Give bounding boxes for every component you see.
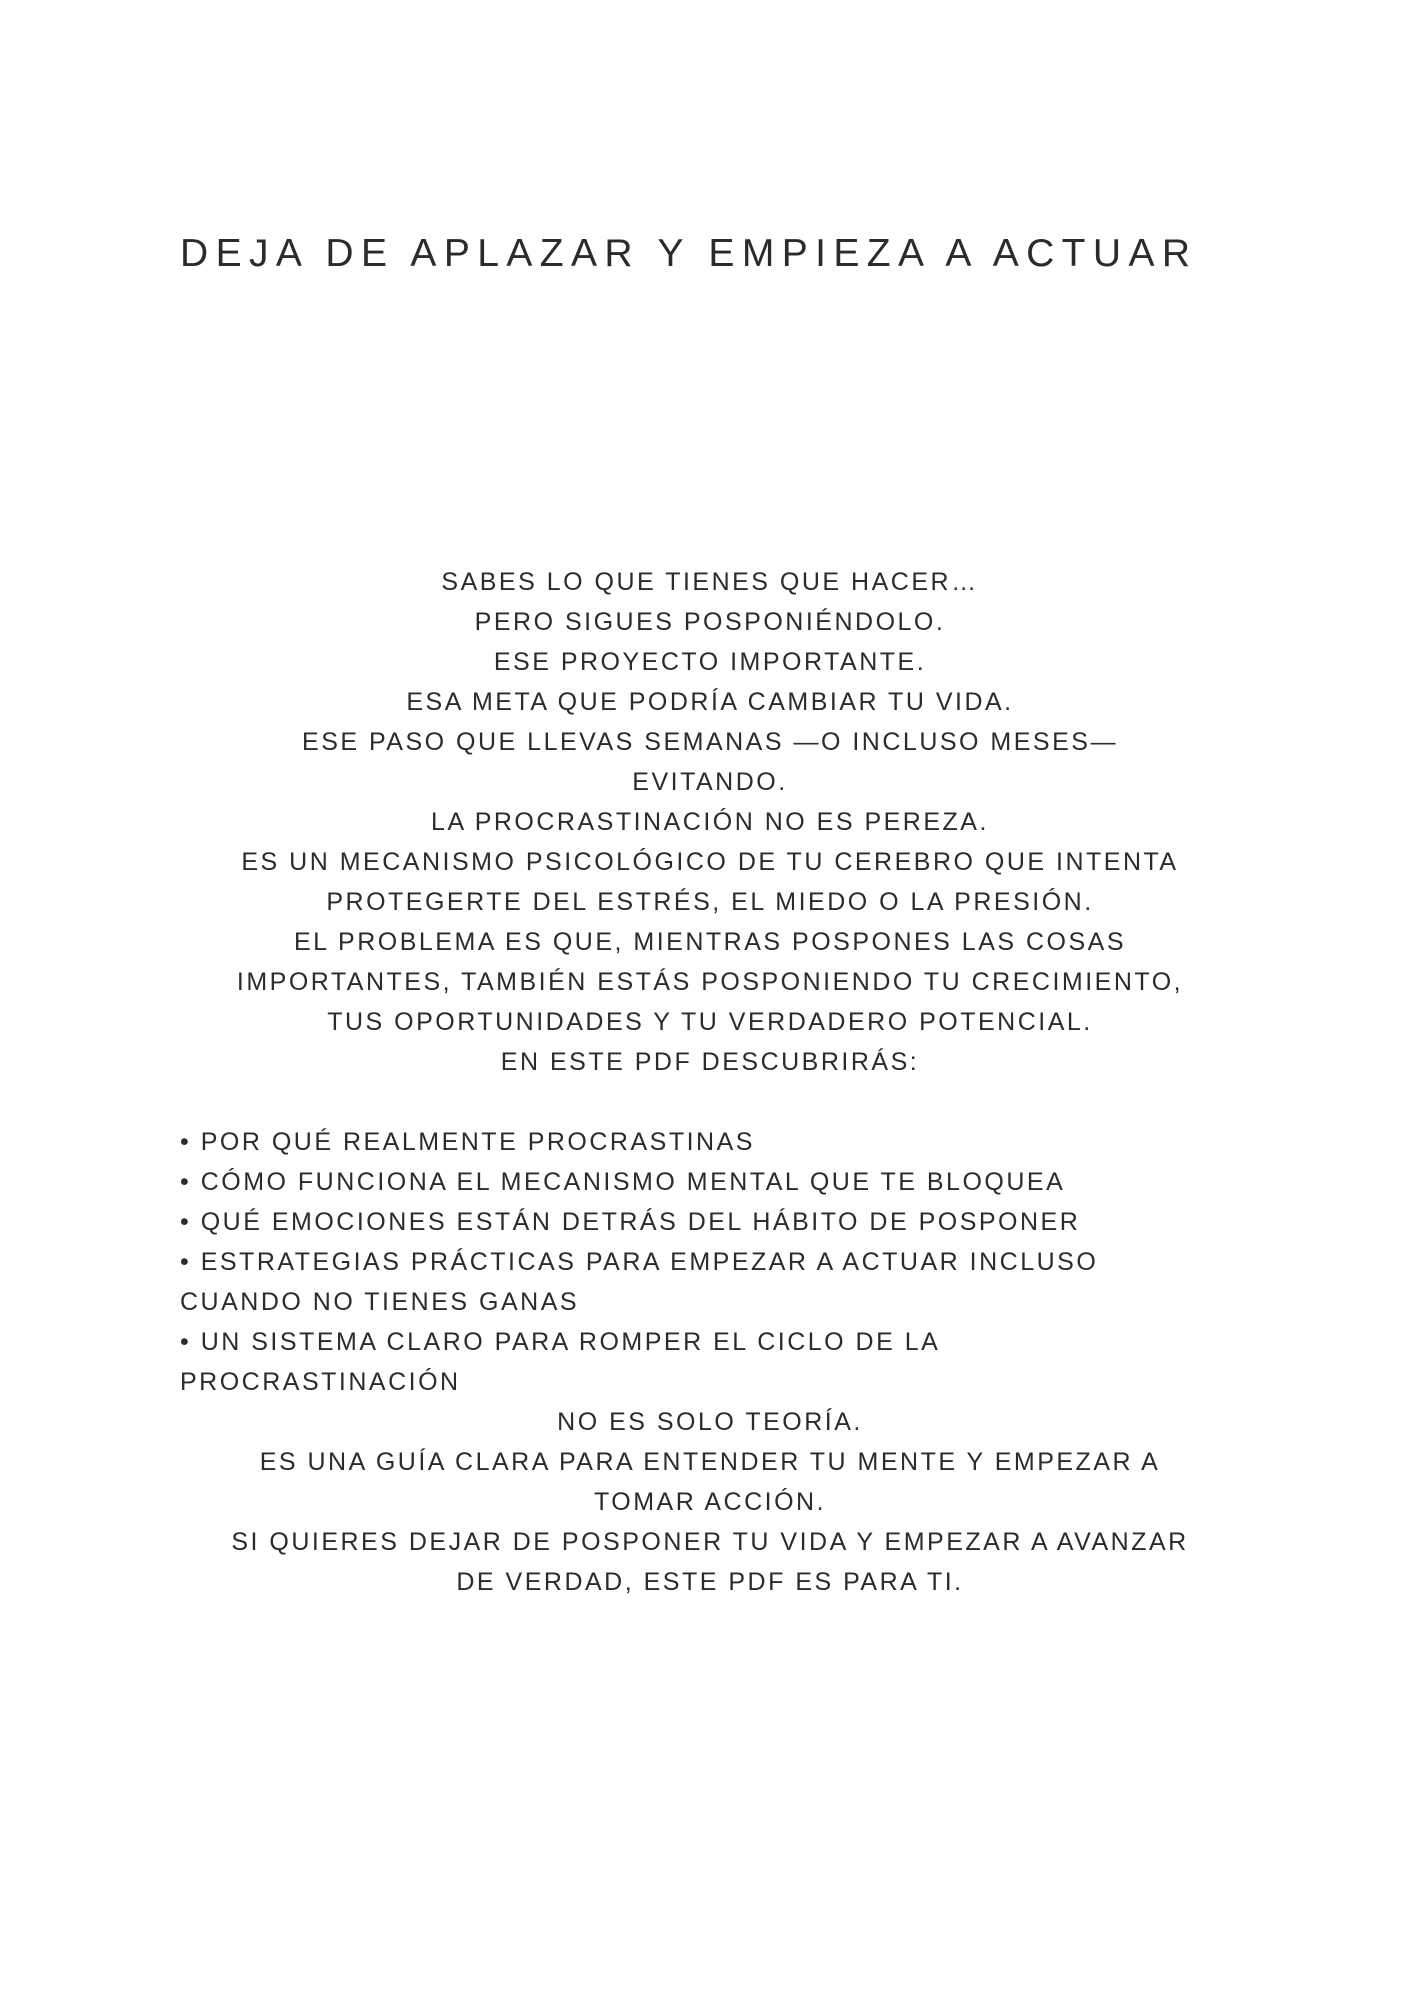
bullet-item: • POR QUÉ REALMENTE PROCRASTINAS xyxy=(180,1128,755,1156)
intro-line: ES UN MECANISMO PSICOLÓGICO DE TU CEREBRO QUE INTENTA xyxy=(241,848,1179,876)
page-title: DEJA DE APLAZAR Y EMPIEZA A ACTUAR xyxy=(180,232,1198,275)
intro-line: ESA META QUE PODRÍA CAMBIAR TU VIDA. xyxy=(406,688,1014,716)
bullet-item: • ESTRATEGIAS PRÁCTICAS PARA EMPEZAR A ACTUAR INCLUSO xyxy=(180,1248,1099,1276)
intro-line: EL PROBLEMA ES QUE, MIENTRAS POSPONES LAS COSAS xyxy=(293,928,1127,956)
intro-line: EN ESTE PDF DESCUBRIRÁS: xyxy=(500,1048,920,1076)
closing-line: NO ES SOLO TEORÍA. xyxy=(557,1408,863,1436)
bullet-item: • CÓMO FUNCIONA EL MECANISMO MENTAL QUE TE BLOQUEA xyxy=(180,1168,1066,1196)
spacer xyxy=(180,1082,1240,1122)
intro-line: PROTEGERTE DEL ESTRÉS, EL MIEDO O LA PRESIÓN. xyxy=(326,888,1094,916)
bullet-item-continuation: CUANDO NO TIENES GANAS xyxy=(180,1288,580,1316)
intro-line: IMPORTANTES, TAMBIÉN ESTÁS POSPONIENDO TU CRECIMIENTO, xyxy=(236,968,1184,996)
bullet-item: • UN SISTEMA CLARO PARA ROMPER EL CICLO DE LA xyxy=(180,1328,941,1356)
intro-line: ESE PROYECTO IMPORTANTE. xyxy=(493,648,927,676)
intro-line: TUS OPORTUNIDADES Y TU VERDADERO POTENCIAL. xyxy=(327,1008,1093,1036)
bullet-item-continuation: PROCRASTINACIÓN xyxy=(180,1368,461,1396)
closing-line: TOMAR ACCIÓN. xyxy=(593,1488,827,1516)
closing-line: ES UNA GUÍA CLARA PARA ENTENDER TU MENTE Y EMPEZAR A xyxy=(259,1448,1161,1476)
intro-line: LA PROCRASTINACIÓN NO ES PEREZA. xyxy=(431,808,989,836)
intro-line: ESE PASO QUE LLEVAS SEMANAS —O INCLUSO MESES— xyxy=(302,728,1118,756)
intro-line: EVITANDO. xyxy=(632,768,788,796)
closing-line: SI QUIERES DEJAR DE POSPONER TU VIDA Y EMPEZAR A AVANZAR xyxy=(231,1528,1189,1556)
intro-line: SABES LO QUE TIENES QUE HACER… xyxy=(441,568,979,596)
body-text xyxy=(180,562,1240,1602)
closing-line: DE VERDAD, ESTE PDF ES PARA TI. xyxy=(456,1568,964,1596)
bullet-item: • QUÉ EMOCIONES ESTÁN DETRÁS DEL HÁBITO DE POSPONER xyxy=(180,1208,1081,1236)
intro-line: PERO SIGUES POSPONIÉNDOLO. xyxy=(474,608,946,636)
